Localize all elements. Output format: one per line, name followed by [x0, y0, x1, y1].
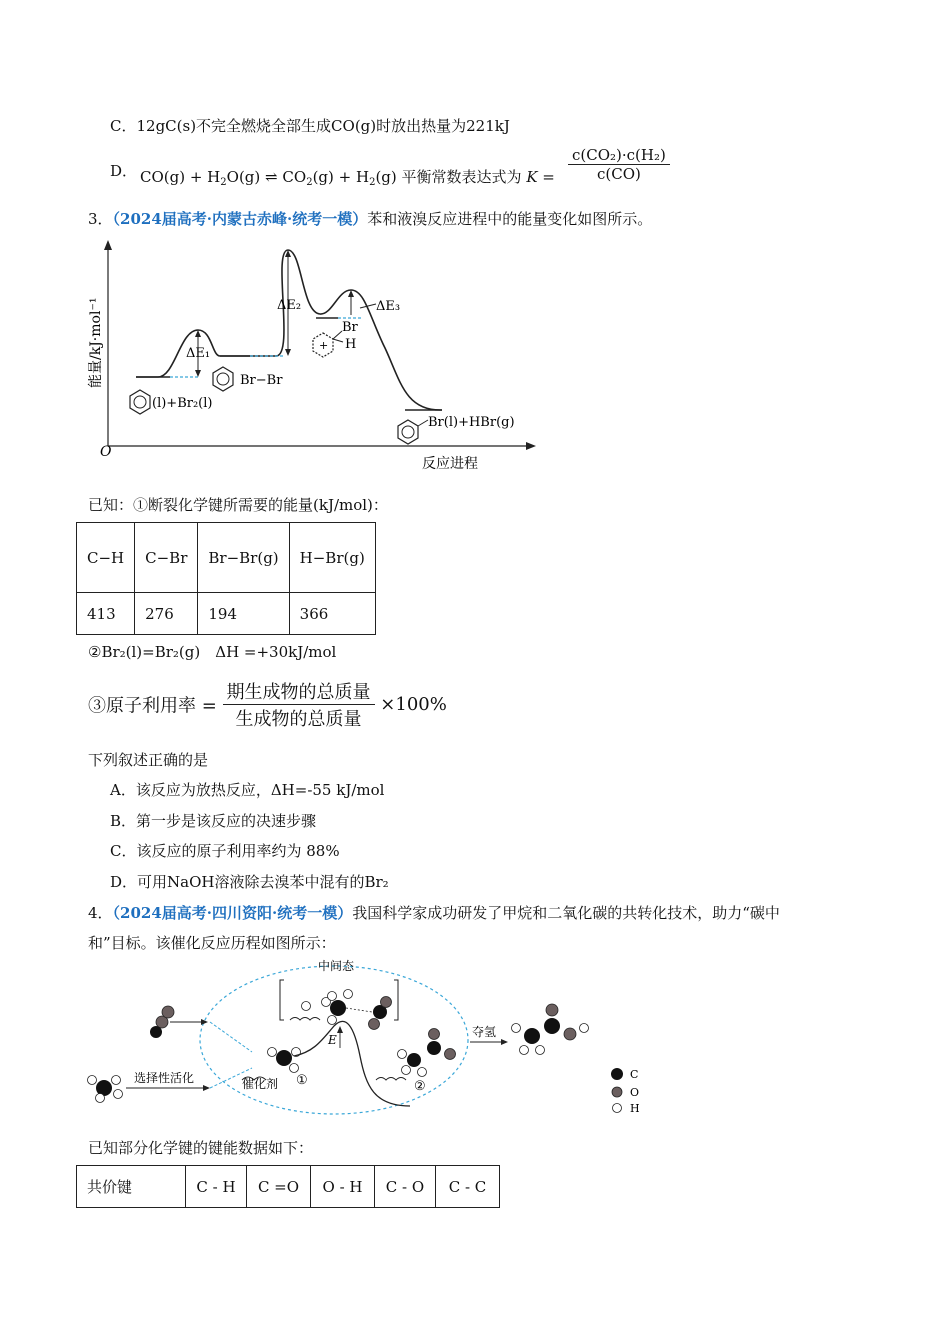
table-cell: C - H: [186, 1166, 247, 1208]
question-3-stem: [88, 208, 652, 229]
option-d: [110, 160, 137, 181]
step-1-label: ①: [296, 1073, 308, 1088]
intermediate-br: Br: [342, 320, 358, 335]
legend-hydrogen: [613, 1104, 622, 1113]
intermediate-h: H: [345, 337, 357, 352]
option-c: [110, 115, 510, 136]
table-cell: C−H: [77, 523, 135, 593]
svg-text:C: C: [630, 1068, 639, 1081]
table-cell: Br−Br(g): [198, 523, 289, 593]
option-d: D．可用NaOH溶液除去溴苯中混有的Br₂: [110, 873, 389, 891]
table-cell: 276: [135, 593, 198, 635]
table-cell: 413: [77, 593, 135, 635]
table-header-row: [77, 1166, 500, 1208]
table-cell: C - O: [375, 1166, 436, 1208]
y-axis-label: 能量/kJ·mol⁻¹: [88, 297, 104, 388]
question-source: （2024届高考·四川资阳·统考一模）: [112, 904, 353, 922]
table-cell: 194: [198, 593, 289, 635]
known-3: ③原子利用率 = $\frac{\text{期生成物的总质量}}{\text{生成物的总质量}}$ ×100%: [88, 678, 447, 731]
question-4-stem: [88, 902, 780, 923]
option-b: B．第一步是该反应的决速步骤: [110, 812, 317, 830]
table-cell: 共价键: [77, 1166, 186, 1208]
known-intro-q4: 已知部分化学键的键能数据如下：: [88, 1139, 314, 1157]
catalysis-diagram: [84, 956, 654, 1121]
delta-e2-label: ΔE₂: [277, 298, 302, 313]
delta-e3-label: ΔE₃: [376, 299, 401, 314]
energy-curve: [136, 250, 442, 410]
bond-energy-table: [76, 522, 376, 635]
product-label: Br(l)+HBr(g): [428, 415, 515, 430]
svg-text:O: O: [630, 1086, 640, 1099]
legend-carbon: [611, 1068, 623, 1080]
fraction-numerator: 期生成物的总质量: [223, 678, 375, 705]
energy-diagram: [80, 238, 540, 478]
delta-e1-label: ΔE₁: [186, 346, 211, 361]
question-ask: 下列叙述正确的是: [88, 751, 209, 769]
table-cell: O - H: [311, 1166, 375, 1208]
known-2: ②Br₂(l)=Br₂(g) ΔH =+30kJ/mol: [88, 643, 337, 661]
k-symbol: K =: [526, 168, 555, 186]
svg-text:+: +: [319, 339, 329, 352]
question-text: 苯和液溴反应进程中的能量变化如图所示。: [367, 210, 653, 228]
benzene-icon: [398, 420, 428, 444]
intermediate-label: 中间态: [318, 959, 355, 973]
option-a: A．该反应为放热反应，ΔH=-55 kJ/mol: [110, 781, 385, 799]
complex-label: Br−Br: [240, 373, 283, 388]
k-fraction: [568, 146, 670, 183]
catalyst-label: 催化剂: [242, 1077, 279, 1091]
question-4-stem-cont: 和”目标。该催化反应历程如图所示：: [88, 934, 336, 952]
equilibrium-arrow: ⇌: [265, 168, 278, 186]
known-intro: 已知：①断裂化学键所需要的能量(kJ/mol)：: [88, 496, 388, 514]
option-c: C．该反应的原子利用率约为 88%: [110, 842, 340, 860]
question-number: 4．: [88, 904, 113, 922]
option-label: C．: [110, 117, 137, 135]
legend-oxygen: [612, 1087, 622, 1097]
table-cell: C−Br: [135, 523, 198, 593]
equilibrium-equation: $CO(g) + H_2O(g)$ ⇌ $CO_2(g) + H_2(g)$ 平衡常数表达式为 K =: [140, 168, 555, 188]
svg-text:H: H: [630, 1102, 640, 1115]
fraction-denominator: 生成物的总质量: [235, 709, 362, 730]
dehydro-label: 夺氢: [472, 1025, 497, 1039]
table-header-row: [77, 523, 376, 593]
reactant-label: (l)+Br₂(l): [152, 396, 213, 411]
k-denominator: c(CO): [596, 165, 641, 183]
table-cell: C - C: [436, 1166, 500, 1208]
step-2-label: ②: [414, 1079, 426, 1094]
origin-label: O: [100, 444, 112, 460]
option-label: D．: [110, 162, 138, 180]
table-cell: 366: [289, 593, 375, 635]
bond-energy-table-q4: [76, 1165, 500, 1208]
table-cell: C =O: [247, 1166, 311, 1208]
sigma-complex-icon: [313, 331, 343, 357]
x-axis-label: 反应进程: [422, 456, 478, 472]
benzene-icon: [130, 390, 150, 414]
question-number: 3．: [88, 210, 113, 228]
k-numerator: c(CO₂)·c(H₂): [568, 146, 670, 165]
question-source: （2024届高考·内蒙古赤峰·统考一模）: [112, 210, 368, 228]
question-text: 我国科学家成功研发了甲烷和二氧化碳的共转化技术，助力“碳中: [352, 904, 780, 922]
activation-label: 选择性活化: [134, 1071, 195, 1085]
benzene-icon: [213, 367, 233, 391]
table-cell: H−Br(g): [289, 523, 375, 593]
option-text: 12gC(s)不完全燃烧全部生成CO(g)时放出热量为221kJ: [136, 117, 510, 135]
table-row: [77, 593, 376, 635]
energy-label: E: [328, 1033, 337, 1047]
